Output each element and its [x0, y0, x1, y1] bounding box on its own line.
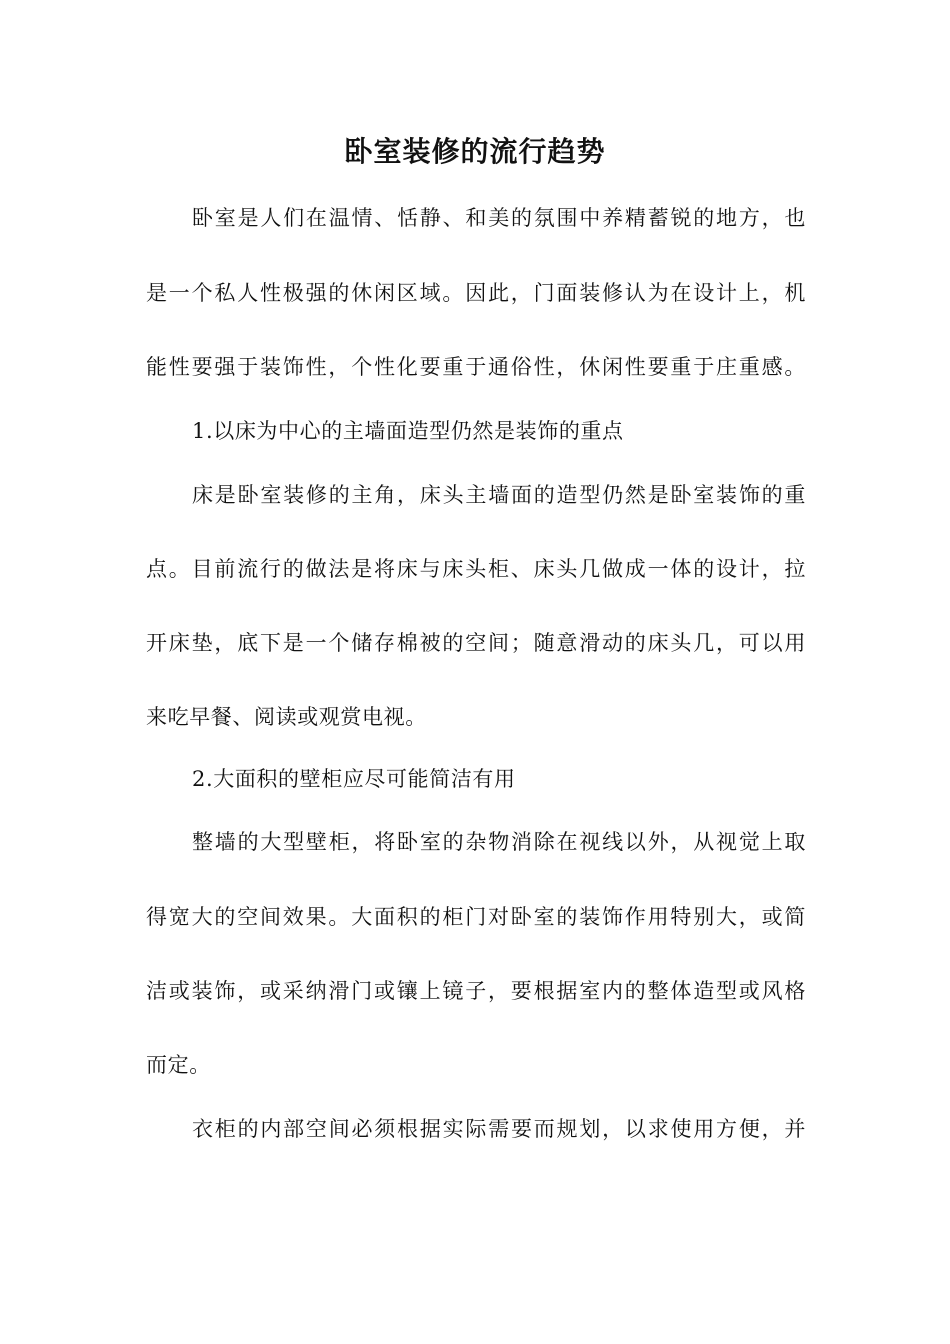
- paragraph-line: 能性要强于装饰性，个性化要重于通俗性，休闲性要重于庄重感。: [146, 355, 806, 379]
- paragraph-line: 床是卧室装修的主角，床头主墙面的造型仍然是卧室装饰的重: [192, 483, 806, 507]
- paragraph-line: 开床垫，底下是一个储存棉被的空间；随意滑动的床头几，可以用: [146, 631, 806, 655]
- section-heading-2: 2.大面积的壁柜应尽可能简洁有用: [192, 767, 516, 791]
- paragraph-line: 点。目前流行的做法是将床与床头柜、床头几做成一体的设计，拉: [146, 557, 806, 581]
- paragraph-line: 来吃早餐、阅读或观赏电视。: [146, 705, 427, 729]
- paragraph-line: 衣柜的内部空间必须根据实际需要而规划，以求使用方便，并: [192, 1117, 806, 1141]
- paragraph-line: 得宽大的空间效果。大面积的柜门对卧室的装饰作用特别大，或简: [146, 905, 806, 929]
- document-title: 卧室装修的流行趋势: [344, 135, 606, 168]
- section-heading-1: 1.以床为中心的主墙面造型仍然是装饰的重点: [192, 419, 624, 443]
- paragraph-line: 整墙的大型壁柜，将卧室的杂物消除在视线以外，从视觉上取: [192, 830, 806, 854]
- paragraph-line: 卧室是人们在温情、恬静、和美的氛围中养精蓄锐的地方，也: [192, 206, 806, 230]
- paragraph-line: 而定。: [146, 1053, 211, 1077]
- paragraph-line: 洁或装饰，或采纳滑门或镶上镜子，要根据室内的整体造型或风格: [146, 979, 806, 1003]
- paragraph-line: 是一个私人性极强的休闲区域。因此，门面装修认为在设计上，机: [146, 281, 806, 305]
